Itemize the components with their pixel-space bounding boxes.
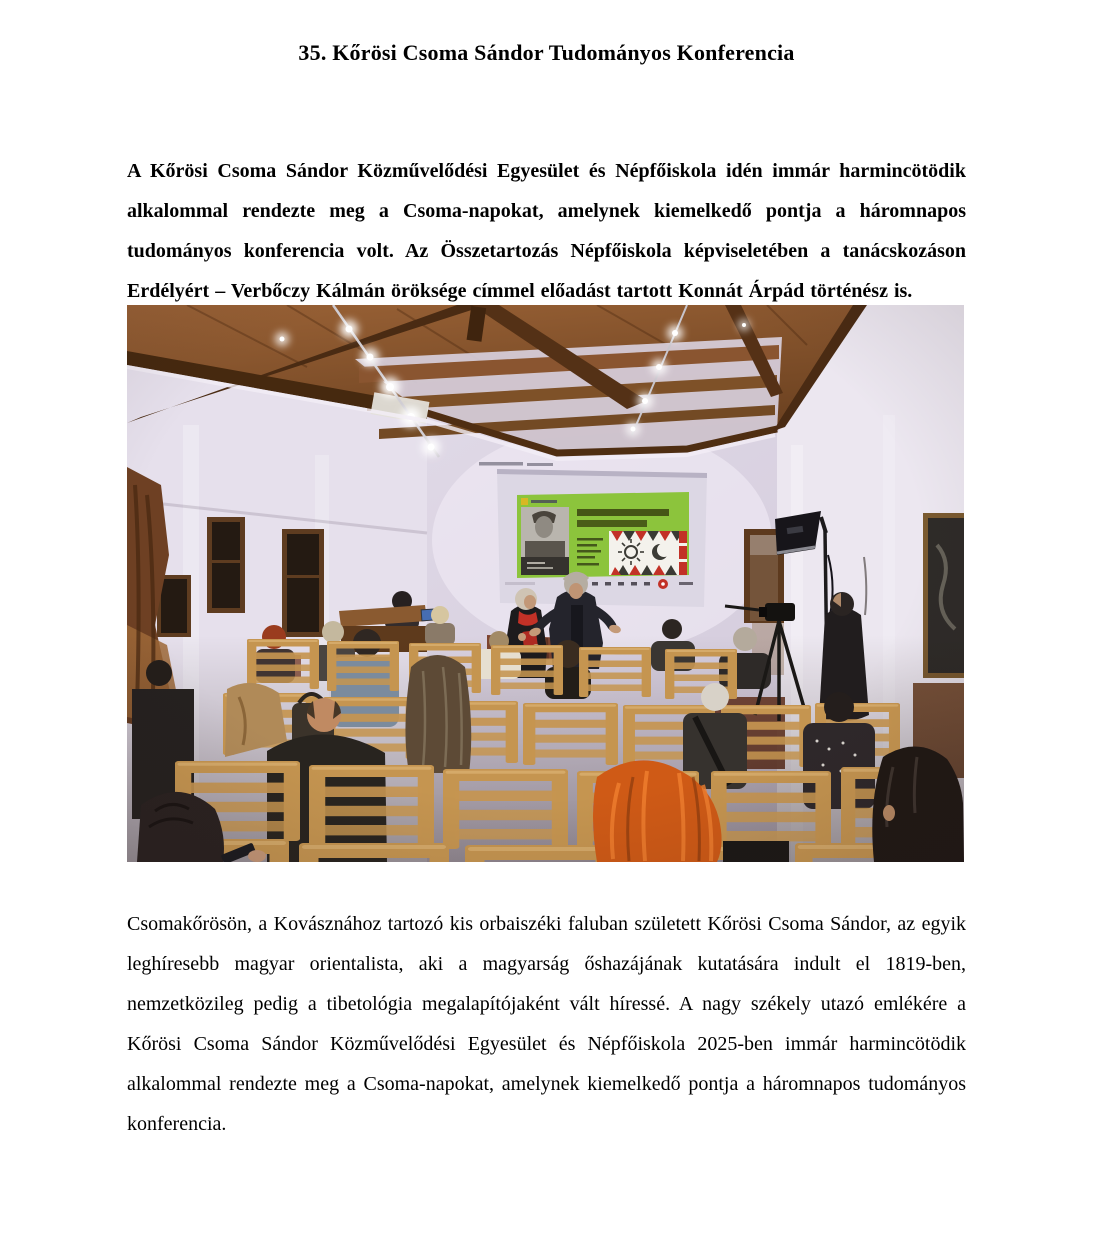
page-title: 35. Kőrösi Csoma Sándor Tudományos Konferencia xyxy=(298,40,795,65)
body-paragraph: Csomakőrösön, a Kovásznához tartozó kis orbaiszéki faluban született Kőrösi Csoma Sándor, az egyik leghíresebb magyar orientalista, aki a magyarság őshazájának kutatására indult el 1819-ben, nemzetközileg pedig a tibetológia megalapítójaként vált híressé. A nagy székely utazó emlékére a Kőrösi Csoma Sándor Közművelődési Egyesület és Népfőiskola 2025-ben immár harmincötödik alkalommal rendezte meg a Csoma-napokat, amelynek kiemelkedő pontja a háromnapos tudományos konferencia. xyxy=(127,913,966,1135)
article xyxy=(0,40,1094,1144)
conference-photo xyxy=(127,305,964,862)
conference-photo-illustration xyxy=(127,305,964,862)
lead-paragraph: A Kőrösi Csoma Sándor Közművelődési Egyesület és Népfőiskola idén immár harmincötödik alkalommal rendezte meg a Csoma-napokat, amelynek kiemelkedő pontja a háromnapos tudományos konferencia volt. Az Összetartozás Népfőiskola képviseletében a tanácskozáson Erdélyért – Verbőczy Kálmán öröksége címmel előadást tartott Konnát Árpád történész is. xyxy=(127,160,966,302)
